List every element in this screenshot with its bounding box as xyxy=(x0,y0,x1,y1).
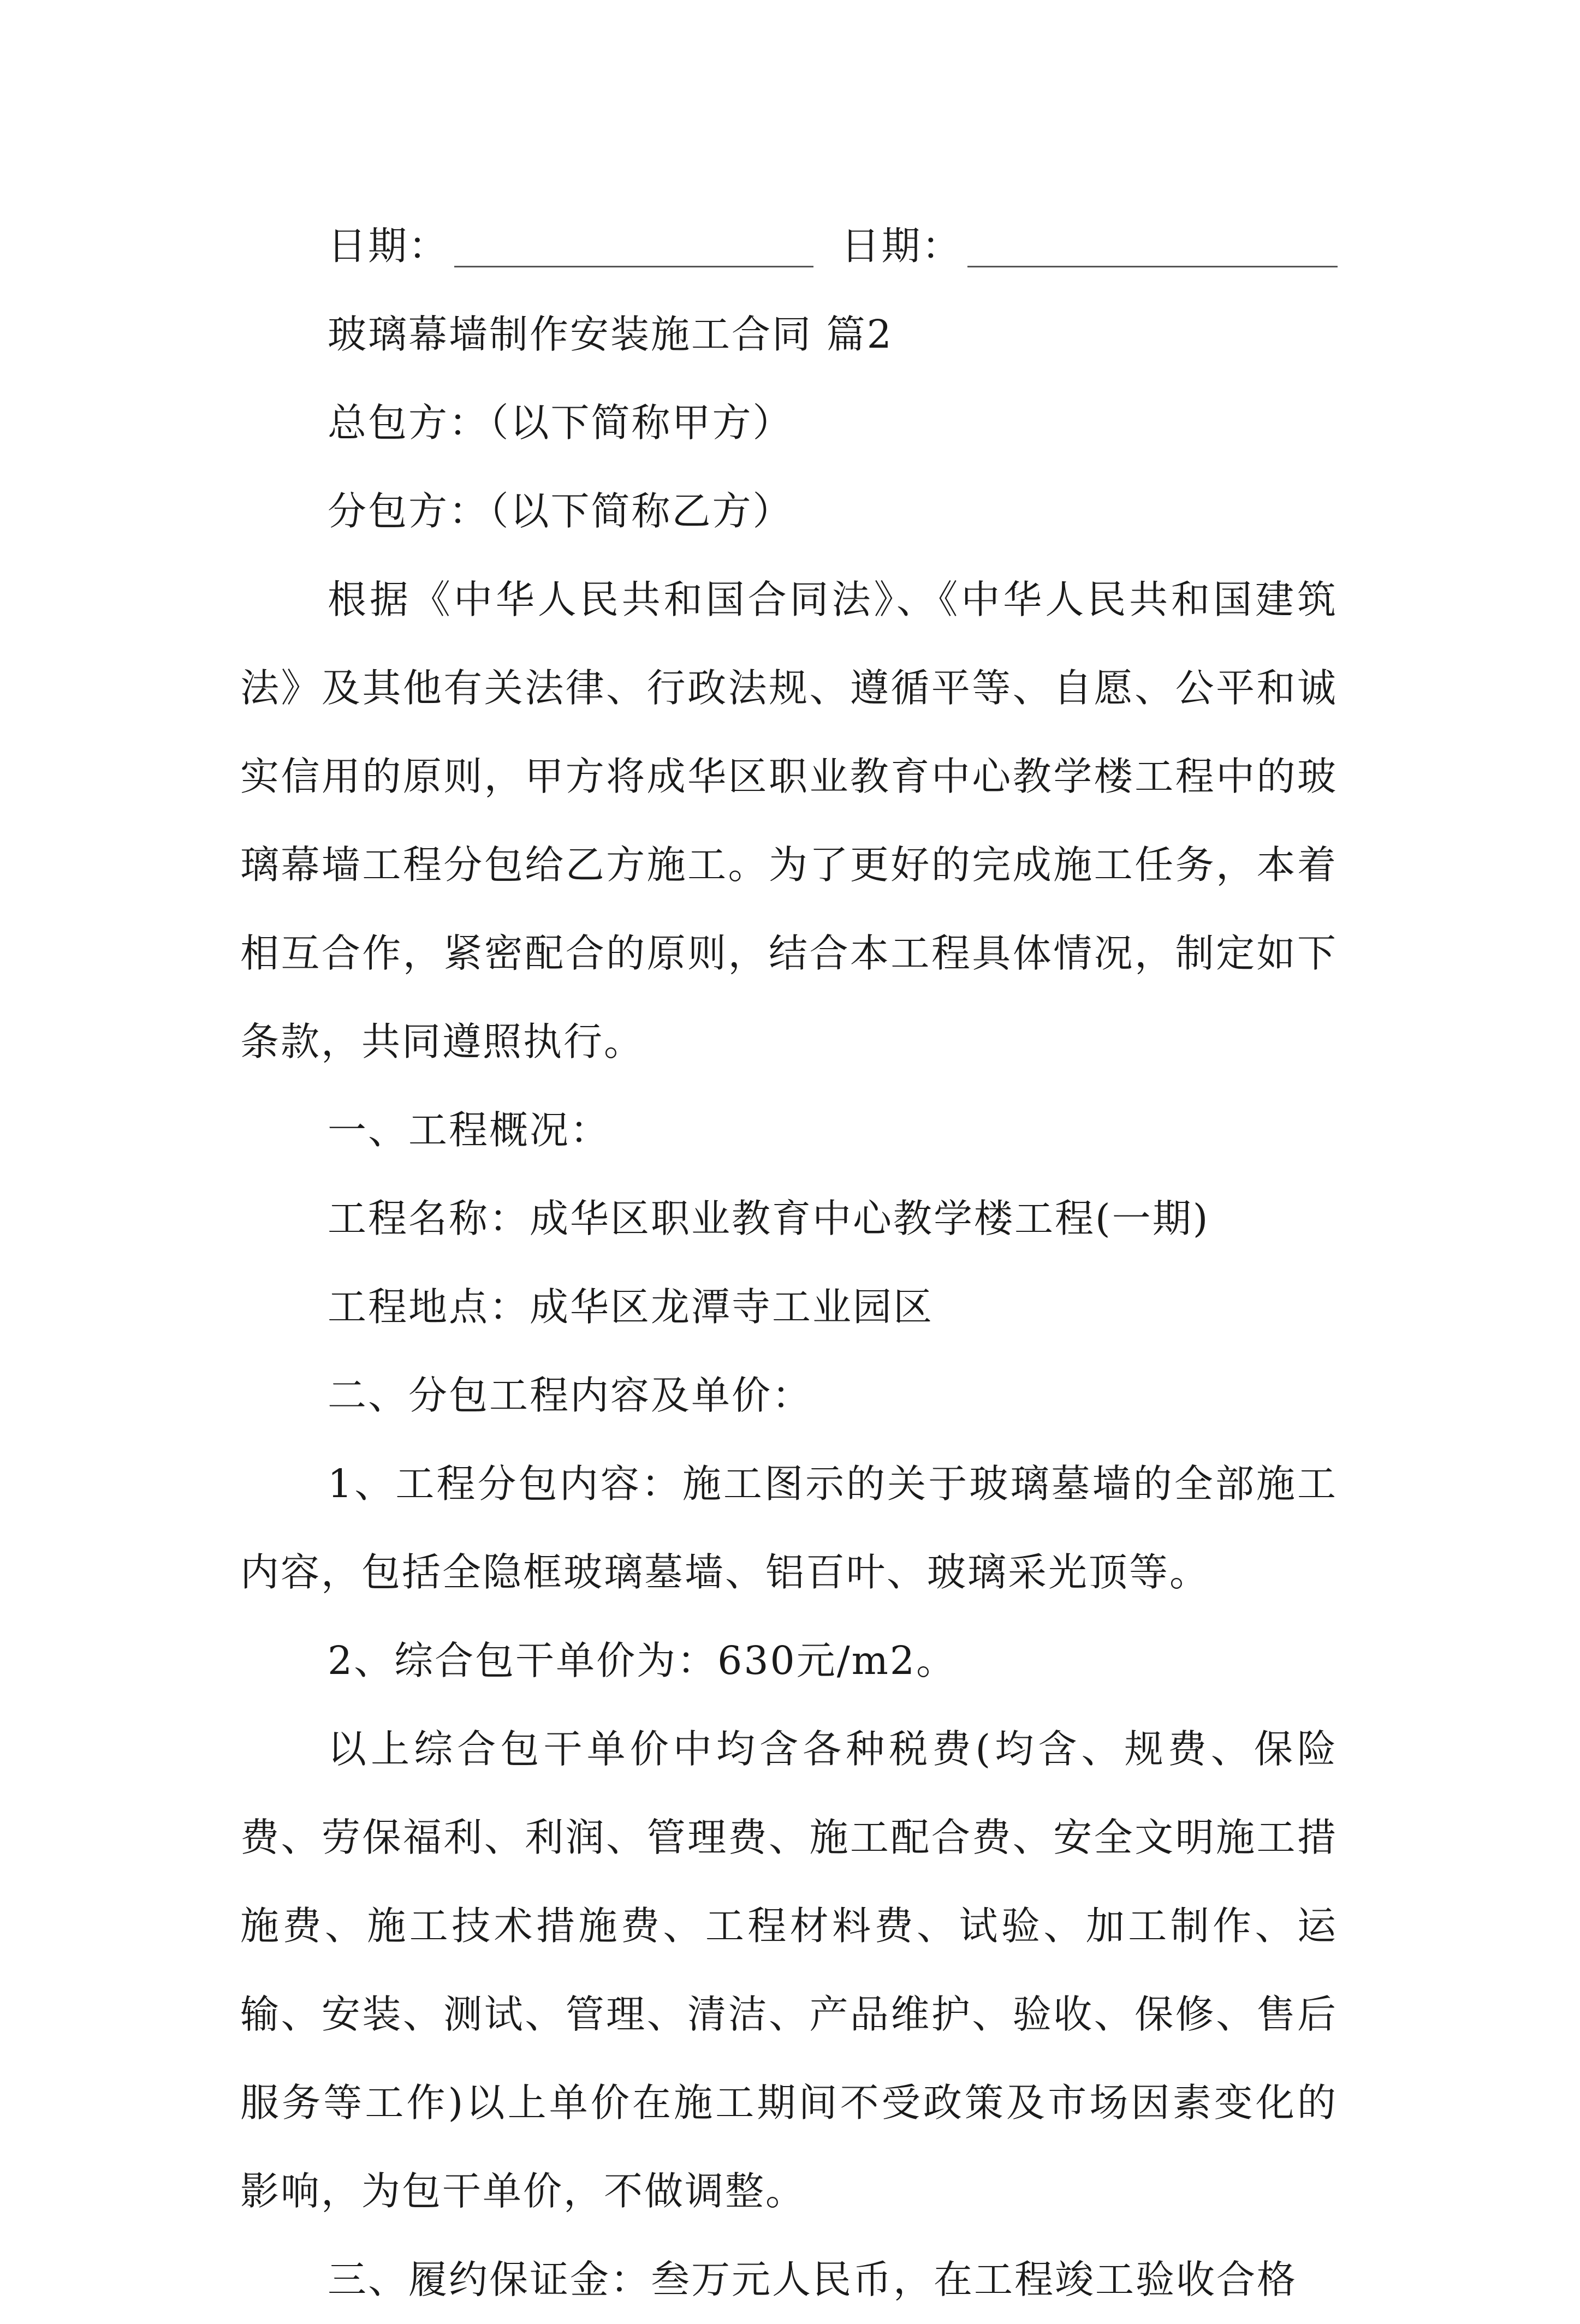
price-note-paragraph: 以上综合包干单价中均含各种税费(均含、规费、保险费、劳保福利、利润、管理费、施工配合费、安全文明施工措施费、施工技术措施费、工程材料费、试验、加工制作、运输、安装、测试、管理、清洁、产品维护、验收、保修、售后服务等工作)以上单价在施工期间不受政策及市场因素变化的影响，为包干单价，不做调整。 xyxy=(240,1726,1338,2214)
date-blank-second xyxy=(967,211,1338,267)
date-label-first: 日期： xyxy=(328,223,449,269)
section-2-heading: 二、分包工程内容及单价： xyxy=(328,1373,813,1418)
document-body xyxy=(240,202,1338,2324)
item-1-paragraph: 1、工程分包内容：施工图示的关于玻璃墓墙的全部施工内容，包括全隐框玻璃墓墙、铝百叶、玻璃采光顶等。 xyxy=(240,1461,1338,1595)
section-3-deposit: 三、履约保证金：叁万元人民币，在工程竣工验收合格 xyxy=(328,2257,1298,2302)
signature-date-row xyxy=(240,202,1338,290)
item-2-unit-price: 2、综合包干单价为：630元/m2。 xyxy=(328,1638,957,1683)
date-label-second: 日期： xyxy=(841,223,963,269)
party-subcontractor: 分包方：（以下简称乙方） xyxy=(328,488,793,534)
preamble-paragraph: 根据《中华人民共和国合同法》、《中华人民共和国建筑法》及其他有关法律、行政法规、遵循平等、自愿、公平和诚实信用的原则，甲方将成华区职业教育中心教学楼工程中的玻璃幕墙工程分包给乙方施工。为了更好的完成施工任务，本着相互合作，紧密配合的原则，结合本工程具体情况，制定如下条款，共同遵照执行。 xyxy=(240,577,1338,1064)
section-1-heading: 一、工程概况： xyxy=(328,1107,611,1153)
project-location: 工程地点：成华区龙潭寺工业园区 xyxy=(328,1284,934,1330)
contract-title: 玻璃幕墙制作安装施工合同 篇2 xyxy=(328,312,893,357)
date-blank-first xyxy=(454,211,813,267)
party-contractor: 总包方：（以下简称甲方） xyxy=(328,400,793,445)
project-name: 工程名称：成华区职业教育中心教学楼工程(一期) xyxy=(328,1196,1210,1241)
